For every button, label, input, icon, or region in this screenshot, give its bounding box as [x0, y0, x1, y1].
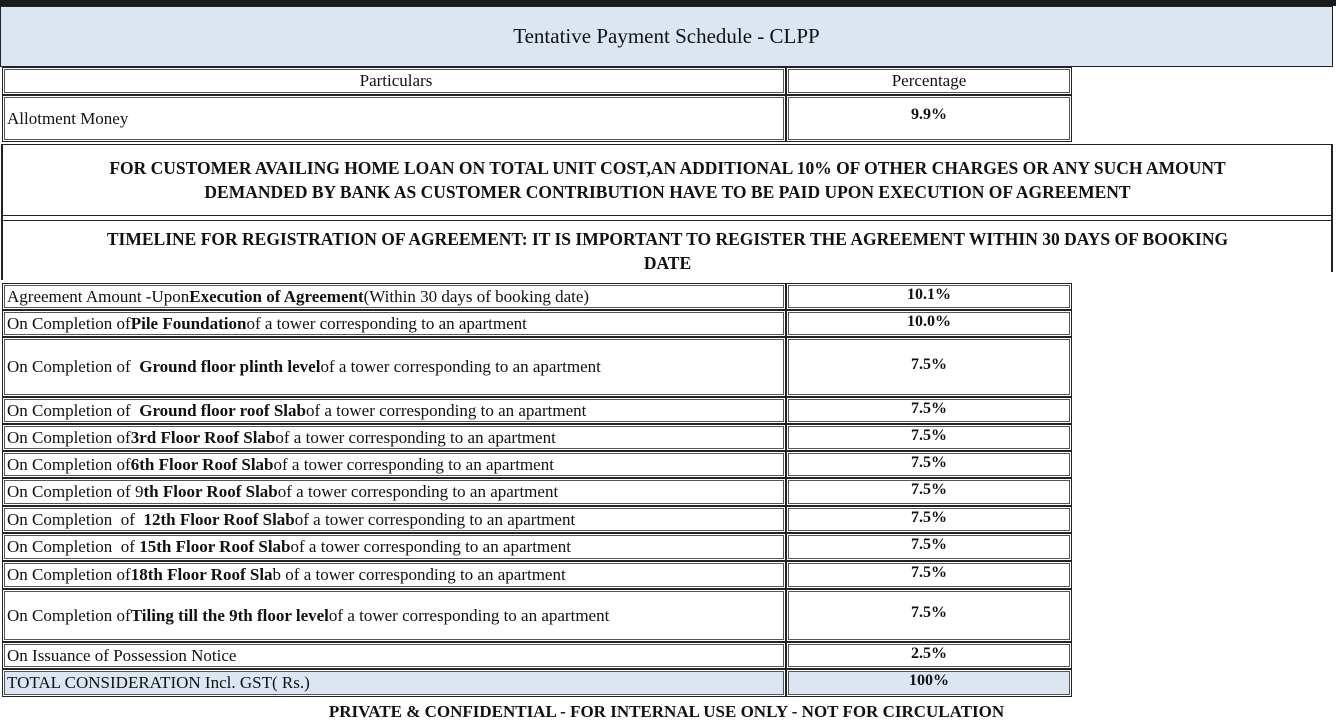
milestone-row-label: Agreement Amount -Upon Execution of Agreement (Within 30 days of booking date)	[2, 283, 786, 310]
confidential-footer: PRIVATE & CONFIDENTIAL - FOR INTERNAL USE ONLY - NOT FOR CIRCULATION	[328, 702, 1005, 721]
home-loan-note-line2: DEMANDED BY BANK AS CUSTOMER CONTRIBUTION HAVE TO BE PAID UPON EXECUTION OF AGREEMENT	[204, 182, 1131, 202]
milestone-row-value: 7.5%	[786, 451, 1072, 478]
milestone-row-value: 10.1%	[786, 283, 1072, 310]
schedule-title: Tentative Payment Schedule - CLPP	[0, 6, 1333, 67]
milestone-row-value: 7.5%	[786, 589, 1072, 642]
milestone-row-label: On Completion of Ground floor roof Slab of a tower corresponding to an apartment	[2, 397, 786, 424]
milestone-row-label: On Completion of 9 th Floor Roof Slab of a tower corresponding to an apartment	[2, 478, 786, 506]
right-border	[1331, 144, 1333, 272]
header-particulars: Particulars	[2, 67, 786, 95]
milestone-row-value: 7.5%	[786, 397, 1072, 424]
milestone-row-value: 7.5%	[786, 478, 1072, 506]
milestone-row-label: On Completion of 3rd Floor Roof Slab of a tower corresponding to an apartment	[2, 424, 786, 451]
possession-label: On Issuance of Possession Notice	[2, 642, 786, 669]
milestone-row-value: 7.5%	[786, 424, 1072, 451]
total-consideration-label: TOTAL CONSIDERATION Incl. GST( Rs.)	[2, 669, 786, 697]
left-border	[1, 144, 3, 280]
milestone-row-label: On Completion of Tiling till the 9th floor level of a tower corresponding to an apartment	[2, 589, 786, 642]
milestone-row-label: On Completion of Ground floor plinth level of a tower corresponding to an apartment	[2, 337, 786, 397]
header-percentage: Percentage	[786, 67, 1072, 95]
allotment-label: Allotment Money	[2, 95, 786, 142]
home-loan-note-line1: FOR CUSTOMER AVAILING HOME LOAN ON TOTAL UNIT COST,AN ADDITIONAL 10% OF OTHER CHARGES OR ANY SUCH AMOUNT	[109, 158, 1226, 178]
possession-value: 2.5%	[786, 642, 1072, 669]
milestone-row-label: On Completion of 12th Floor Roof Slab of a tower corresponding to an apartment	[2, 506, 786, 533]
milestone-row-value: 10.0%	[786, 310, 1072, 337]
milestone-row-value: 7.5%	[786, 506, 1072, 533]
total-consideration-value: 100%	[786, 669, 1072, 697]
milestone-row-label: On Completion of 18th Floor Roof Sla b of a tower corresponding to an apartment	[2, 561, 786, 589]
timeline-note-line2: DATE	[643, 252, 692, 273]
registration-timeline-note	[2, 220, 1333, 280]
milestone-row-label: On Completion of 6th Floor Roof Slab of a tower corresponding to an apartment	[2, 451, 786, 478]
milestone-row-label: On Completion of 15th Floor Roof Slab of a tower corresponding to an apartment	[2, 533, 786, 561]
milestone-row-value: 7.5%	[786, 561, 1072, 589]
milestone-row-label: On Completion of Pile Foundation of a tower corresponding to an apartment	[2, 310, 786, 337]
milestone-row-value: 7.5%	[786, 533, 1072, 561]
allotment-value: 9.9%	[786, 95, 1072, 142]
home-loan-note	[2, 144, 1333, 216]
milestone-row-value: 7.5%	[786, 337, 1072, 397]
timeline-note-line1: TIMELINE FOR REGISTRATION OF AGREEMENT: IT IS IMPORTANT TO REGISTER THE AGREEMENT WITHIN 30 DAYS OF BOOKING	[106, 228, 1229, 249]
